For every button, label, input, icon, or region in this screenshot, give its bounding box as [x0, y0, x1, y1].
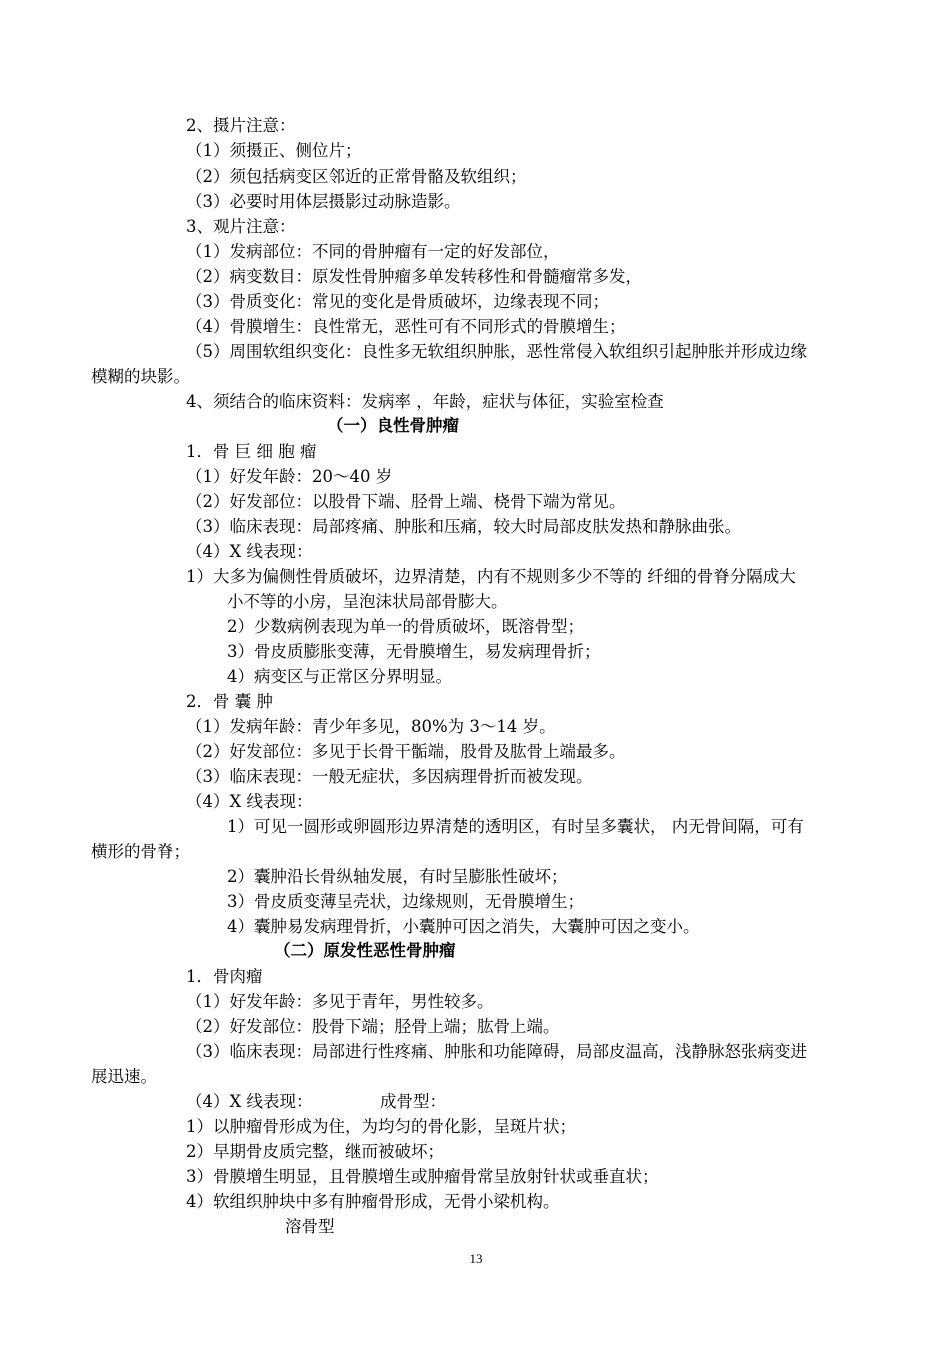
- text-line: （1）发病年龄：青少年多见，80%为 3～14 岁。: [186, 717, 556, 736]
- text-line: 3）骨膜增生明显，且骨膜增生或肿瘤骨常呈放射针状或垂直状；: [186, 1167, 659, 1186]
- text-line: （4）X 线表现：: [186, 1092, 313, 1111]
- text-line: 3）骨皮质膨胀变薄，无骨膜增生，易发病理骨折；: [227, 642, 601, 661]
- text-line: 展迅速。: [91, 1067, 157, 1086]
- text-line: （2）好发部位：股骨下端；胫骨上端；肱骨上端。: [186, 1017, 560, 1036]
- text-line: （3）临床表现：一般无症状，多因病理骨折而被发现。: [186, 767, 593, 786]
- text-line: （1）发病部位：不同的骨肿瘤有一定的好发部位，: [186, 242, 560, 261]
- text-line: 成骨型：: [380, 1092, 446, 1111]
- subsection-heading: 1．骨 巨 细 胞 瘤: [186, 442, 317, 461]
- text-line: 横形的骨脊；: [91, 842, 190, 861]
- section-heading: （二）原发性恶性骨肿瘤: [274, 941, 456, 960]
- text-line: （2）须包括病变区邻近的正常骨骼及软组织；: [186, 167, 527, 186]
- text-line: 1）可见一圆形或卵圆形边界清楚的透明区，有时呈多囊状， 内无骨间隔，可有: [227, 817, 804, 836]
- text-line: 2）囊肿沿长骨纵轴发展，有时呈膨胀性破坏；: [227, 867, 568, 886]
- text-line: （2）好发部位：以股骨下端、胫骨上端、桡骨下端为常见。: [186, 492, 626, 511]
- text-line: （4）X 线表现：: [186, 792, 313, 811]
- text-line: （1）须摄正、侧位片；: [186, 141, 362, 160]
- text-line: （3）骨质变化：常见的变化是骨质破坏，边缘表现不同；: [186, 292, 609, 311]
- subsection-heading: 2．骨 囊 肿: [186, 692, 273, 711]
- text-line: （1）好发年龄：多见于青年，男性较多。: [186, 992, 494, 1011]
- text-line: 2、摄片注意：: [186, 116, 296, 135]
- text-line: 1）大多为偏侧性骨质破坏，边界清楚，内有不规则多少不等的 纤细的骨脊分隔成大: [186, 567, 796, 586]
- text-line: （5）周围软组织变化：良性多无软组织肿胀，恶性常侵入软组织引起肿胀并形成边缘: [186, 342, 807, 361]
- text-line: 3）骨皮质变薄呈壳状，边缘规则，无骨膜增生；: [227, 892, 584, 911]
- text-line: 4）病变区与正常区分界明显。: [227, 667, 452, 686]
- text-line: （4）骨膜增生：良性常无，恶性可有不同形式的骨膜增生；: [186, 317, 626, 336]
- text-line: （3）临床表现：局部疼痛、肿胀和压痛，较大时局部皮肤发热和静脉曲张。: [186, 517, 741, 536]
- text-line: 3、观片注意：: [186, 217, 296, 236]
- text-line: （2）病变数目：原发性骨肿瘤多单发转移性和骨髓瘤常多发，: [186, 267, 642, 286]
- text-line: 4）软组织肿块中多有肿瘤骨形成，无骨小梁机构。: [186, 1192, 560, 1211]
- text-line: （4）X 线表现：: [186, 542, 313, 561]
- text-line: 1）以肿瘤骨形成为住，为均匀的骨化影，呈斑片状；: [186, 1117, 576, 1136]
- text-line: 模糊的块影。: [91, 367, 190, 386]
- text-line: （3）临床表现：局部进行性疼痛、肿胀和功能障碍，局部皮温高，浅静脉怒张病变进: [186, 1042, 807, 1061]
- text-line: 溶骨型: [285, 1217, 335, 1236]
- section-heading: （一）良性骨肿瘤: [327, 416, 459, 435]
- subsection-heading: 1．骨肉瘤: [186, 967, 263, 986]
- page-number: 13: [469, 1251, 483, 1266]
- text-line: （2）好发部位：多见于长骨干骺端，股骨及肱骨上端最多。: [186, 742, 626, 761]
- text-line: 2）少数病例表现为单一的骨质破坏，既溶骨型；: [227, 617, 584, 636]
- text-line: 小不等的小房，呈泡沫状局部骨膨大。: [227, 592, 508, 611]
- text-line: 4、须结合的临床资料：发病率 ，年龄，症状与体征，实验室检查: [186, 392, 664, 411]
- text-line: 4）囊肿易发病理骨折，小囊肿可因之消失，大囊肿可因之变小。: [227, 917, 700, 936]
- text-line: （1）好发年龄：20～40 岁: [186, 467, 393, 486]
- text-line: 2）早期骨皮质完整，继而被破坏；: [186, 1142, 444, 1161]
- text-line: （3）必要时用体层摄影过动脉造影。: [186, 192, 461, 211]
